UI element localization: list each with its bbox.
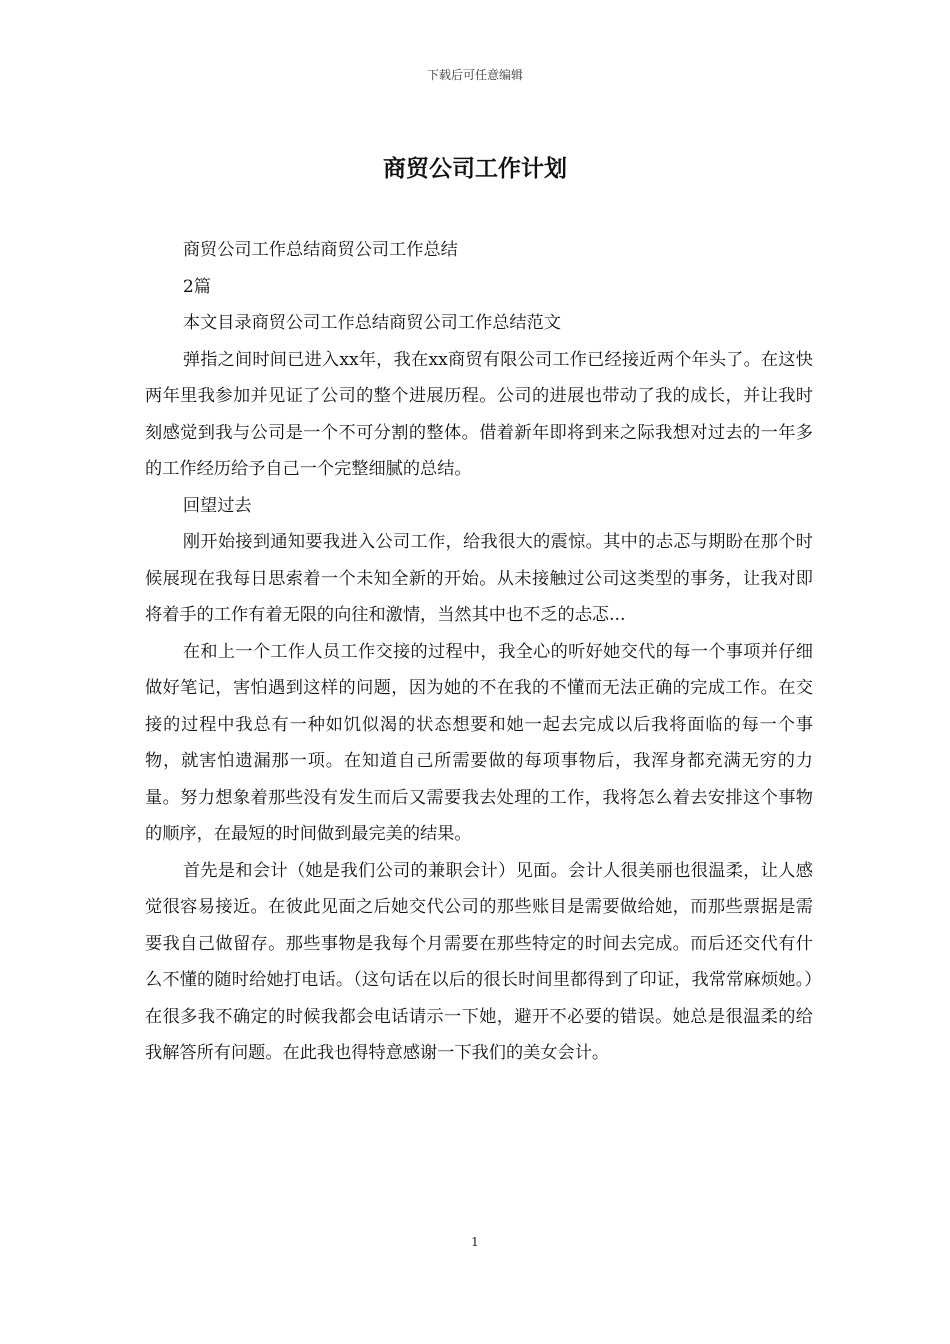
paragraph-intro: 弹指之间时间已进入xx年，我在xx商贸有限公司工作已经接近两个年头了。在这快两年里我参加并见证了公司的整个进展历程。公司的进展也带动了我的成长，并让我时刻感觉到我与公司是一个不可分割的整体。借着新年即将到来之际我想对过去的一年多的工作经历给予自己一个完整细腻的总结。 [145, 349, 813, 479]
document-body [145, 232, 813, 1072]
paragraph-accountant: 首先是和会计（她是我们公司的兼职会计）见面。会计人很美丽也很温柔，让人感觉很容易接近。在彼此见面之后她交代公司的那些账目是需要做给她，而那些票据是需要我自己做留存。那些事物是我每个月需要在那些特定的时间去完成。而后还交代有什么不懂的随时给她打电话。（这句话在以后的很长时间里都得到了印证，我常常麻烦她。）在很多我不确定的时候我都会电话请示一下她，避开不必要的错误。她总是很温柔的给我解答所有问题。在此我也得特意感谢一下我们的美女会计。 [145, 860, 813, 1063]
paragraph-subtitle-line-1: 商贸公司工作总结商贸公司工作总结 [182, 240, 458, 260]
section-heading-look-back: 回望过去 [182, 495, 252, 516]
document-title: 商贸公司工作计划 [383, 155, 567, 182]
paragraph-subtitle-line-2: 2篇 [182, 276, 211, 297]
paragraph-table-of-contents: 本文目录商贸公司工作总结商贸公司工作总结范文 [182, 313, 561, 333]
page-header-note: 下载后可任意编辑 [426, 68, 523, 82]
paragraph-starting-work: 刚开始接到通知要我进入公司工作，给我很大的震惊。其中的忐忑与期盼在那个时候展现在我每日思索着一个未知全新的开始。从未接触过公司这类型的事务，让我对即将着手的工作有着无限的向往和激情，当然其中也不乏的忐忑... [145, 532, 813, 625]
page-number: 1 [471, 1235, 479, 1249]
paragraph-handover: 在和上一个工作人员工作交接的过程中，我全心的听好她交代的每一个事项并仔细做好笔记，害怕遇到这样的问题，因为她的不在我的不懂而无法正确的完成工作。在交接的过程中我总有一种如饥似渴的状态想要和她一起去完成以后我将面临的每一个事物，就害怕遗漏那一项。在知道自己所需要做的每项事物后，我浑身都充满无穷的力量。努力想象着那些没有发生而后又需要我去处理的工作，我将怎么着去安排这个事物的顺序，在最短的时间做到最完美的结果。 [145, 641, 813, 844]
